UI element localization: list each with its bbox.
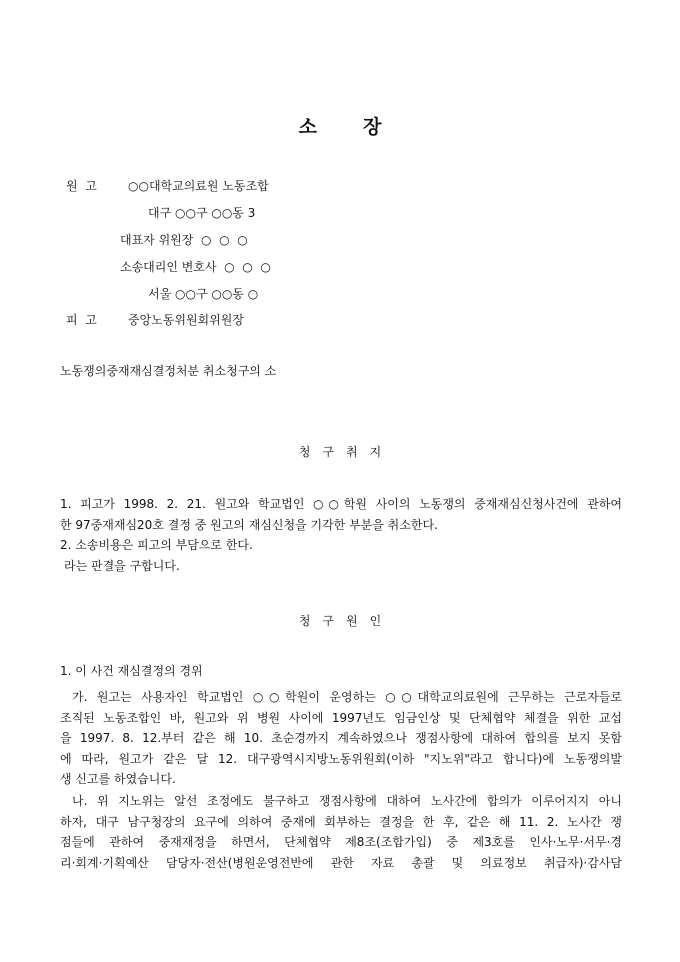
representative: 대표자 위원장 ○ ○ ○ <box>120 233 248 247</box>
attorney-address: 서울 ○○구 ○○동 ○ <box>148 287 259 301</box>
claim-item-1-line-1: 1. 피고가 1998. 2. 21. 원고와 학교법인 ○○학원 사이의 노동쟁의 중재재심신청사건에 관하여 <box>60 497 622 511</box>
reason-subheading-1: 1. 이 사건 재심결정의 경위 <box>60 664 203 678</box>
defendant-name: 중앙노동위원회위원장 <box>128 313 244 327</box>
plaintiff-label: 원 고 <box>66 179 97 193</box>
claim-closing: 라는 판결을 구합니다. <box>64 558 180 573</box>
claim-item-2: 2. 소송비용은 피고의 부담으로 한다. <box>60 538 253 552</box>
case-name: 노동쟁의중재재심결정처분 취소청구의 소 <box>60 364 277 378</box>
attorney: 소송대리인 변호사 ○ ○ ○ <box>120 260 271 274</box>
para-ga-line: 가. 원고는 사용자인 학교법인 ○○학원이 운영하는 ○○대학교의료원에 근무하는 근로자들로 <box>72 690 622 704</box>
para-na-line: 하자, 대구 남구청장의 요구에 의하여 중재에 회부하는 결정을 한 후, 같은 해 11. 2. 노사간 쟁 <box>60 814 622 829</box>
para-ga-line: 을 1997. 8. 12.부터 같은 해 10. 초순경까지 계속하였으나 쟁점사항에 대하여 합의를 보지 못함 <box>60 731 622 745</box>
para-ga-line: 에 따라, 원고가 같은 달 12. 대구광역시지방노동위원회(이하 "지노위"라고 합니다)에 노동쟁의발 <box>60 751 622 766</box>
claim-item-1-line-2: 한 97중재재심20호 결정 중 원고의 재심신청을 기각한 부분을 취소한다. <box>60 517 438 532</box>
reason-paragraph-na <box>60 791 622 873</box>
para-na-line: 나. 위 지노위는 알선 조정에도 불구하고 쟁점사항에 대하여 노사간에 합의가 이루어지지 아니 <box>72 794 622 808</box>
claim-purpose-body <box>60 494 622 576</box>
reason-paragraph-ga <box>60 687 622 790</box>
claim-reason-heading: 청 구 원 인 <box>298 614 382 628</box>
defendant-label: 피 고 <box>66 313 97 327</box>
para-na-line: 점들에 관하여 중재재정을 하면서, 단체협약 제8조(조합가입) 중 제3호를 인사·노무·서무·경 <box>60 835 622 849</box>
document-title <box>0 112 680 139</box>
title-char-1: 소 <box>298 116 317 138</box>
plaintiff-name: ○○대학교의료원 노동조합 <box>128 179 269 193</box>
para-ga-line: 조직된 노동조합인 바, 원고와 위 병원 사이에 1997년도 임금인상 및 단체협약 체결을 위한 교섭 <box>60 710 622 725</box>
plaintiff-address: 대구 ○○구 ○○동 3 <box>148 206 256 220</box>
para-ga-line: 생 신고를 하였습니다. <box>60 772 176 786</box>
para-na-line: 리·회계·기획예산 담당자·전산(병원운영전반에 관한 자료 총괄 및 의료정보 취급자)·감사담 <box>60 855 622 870</box>
title-char-2: 장 <box>363 116 382 138</box>
claim-purpose-heading: 청 구 취 지 <box>298 445 382 459</box>
